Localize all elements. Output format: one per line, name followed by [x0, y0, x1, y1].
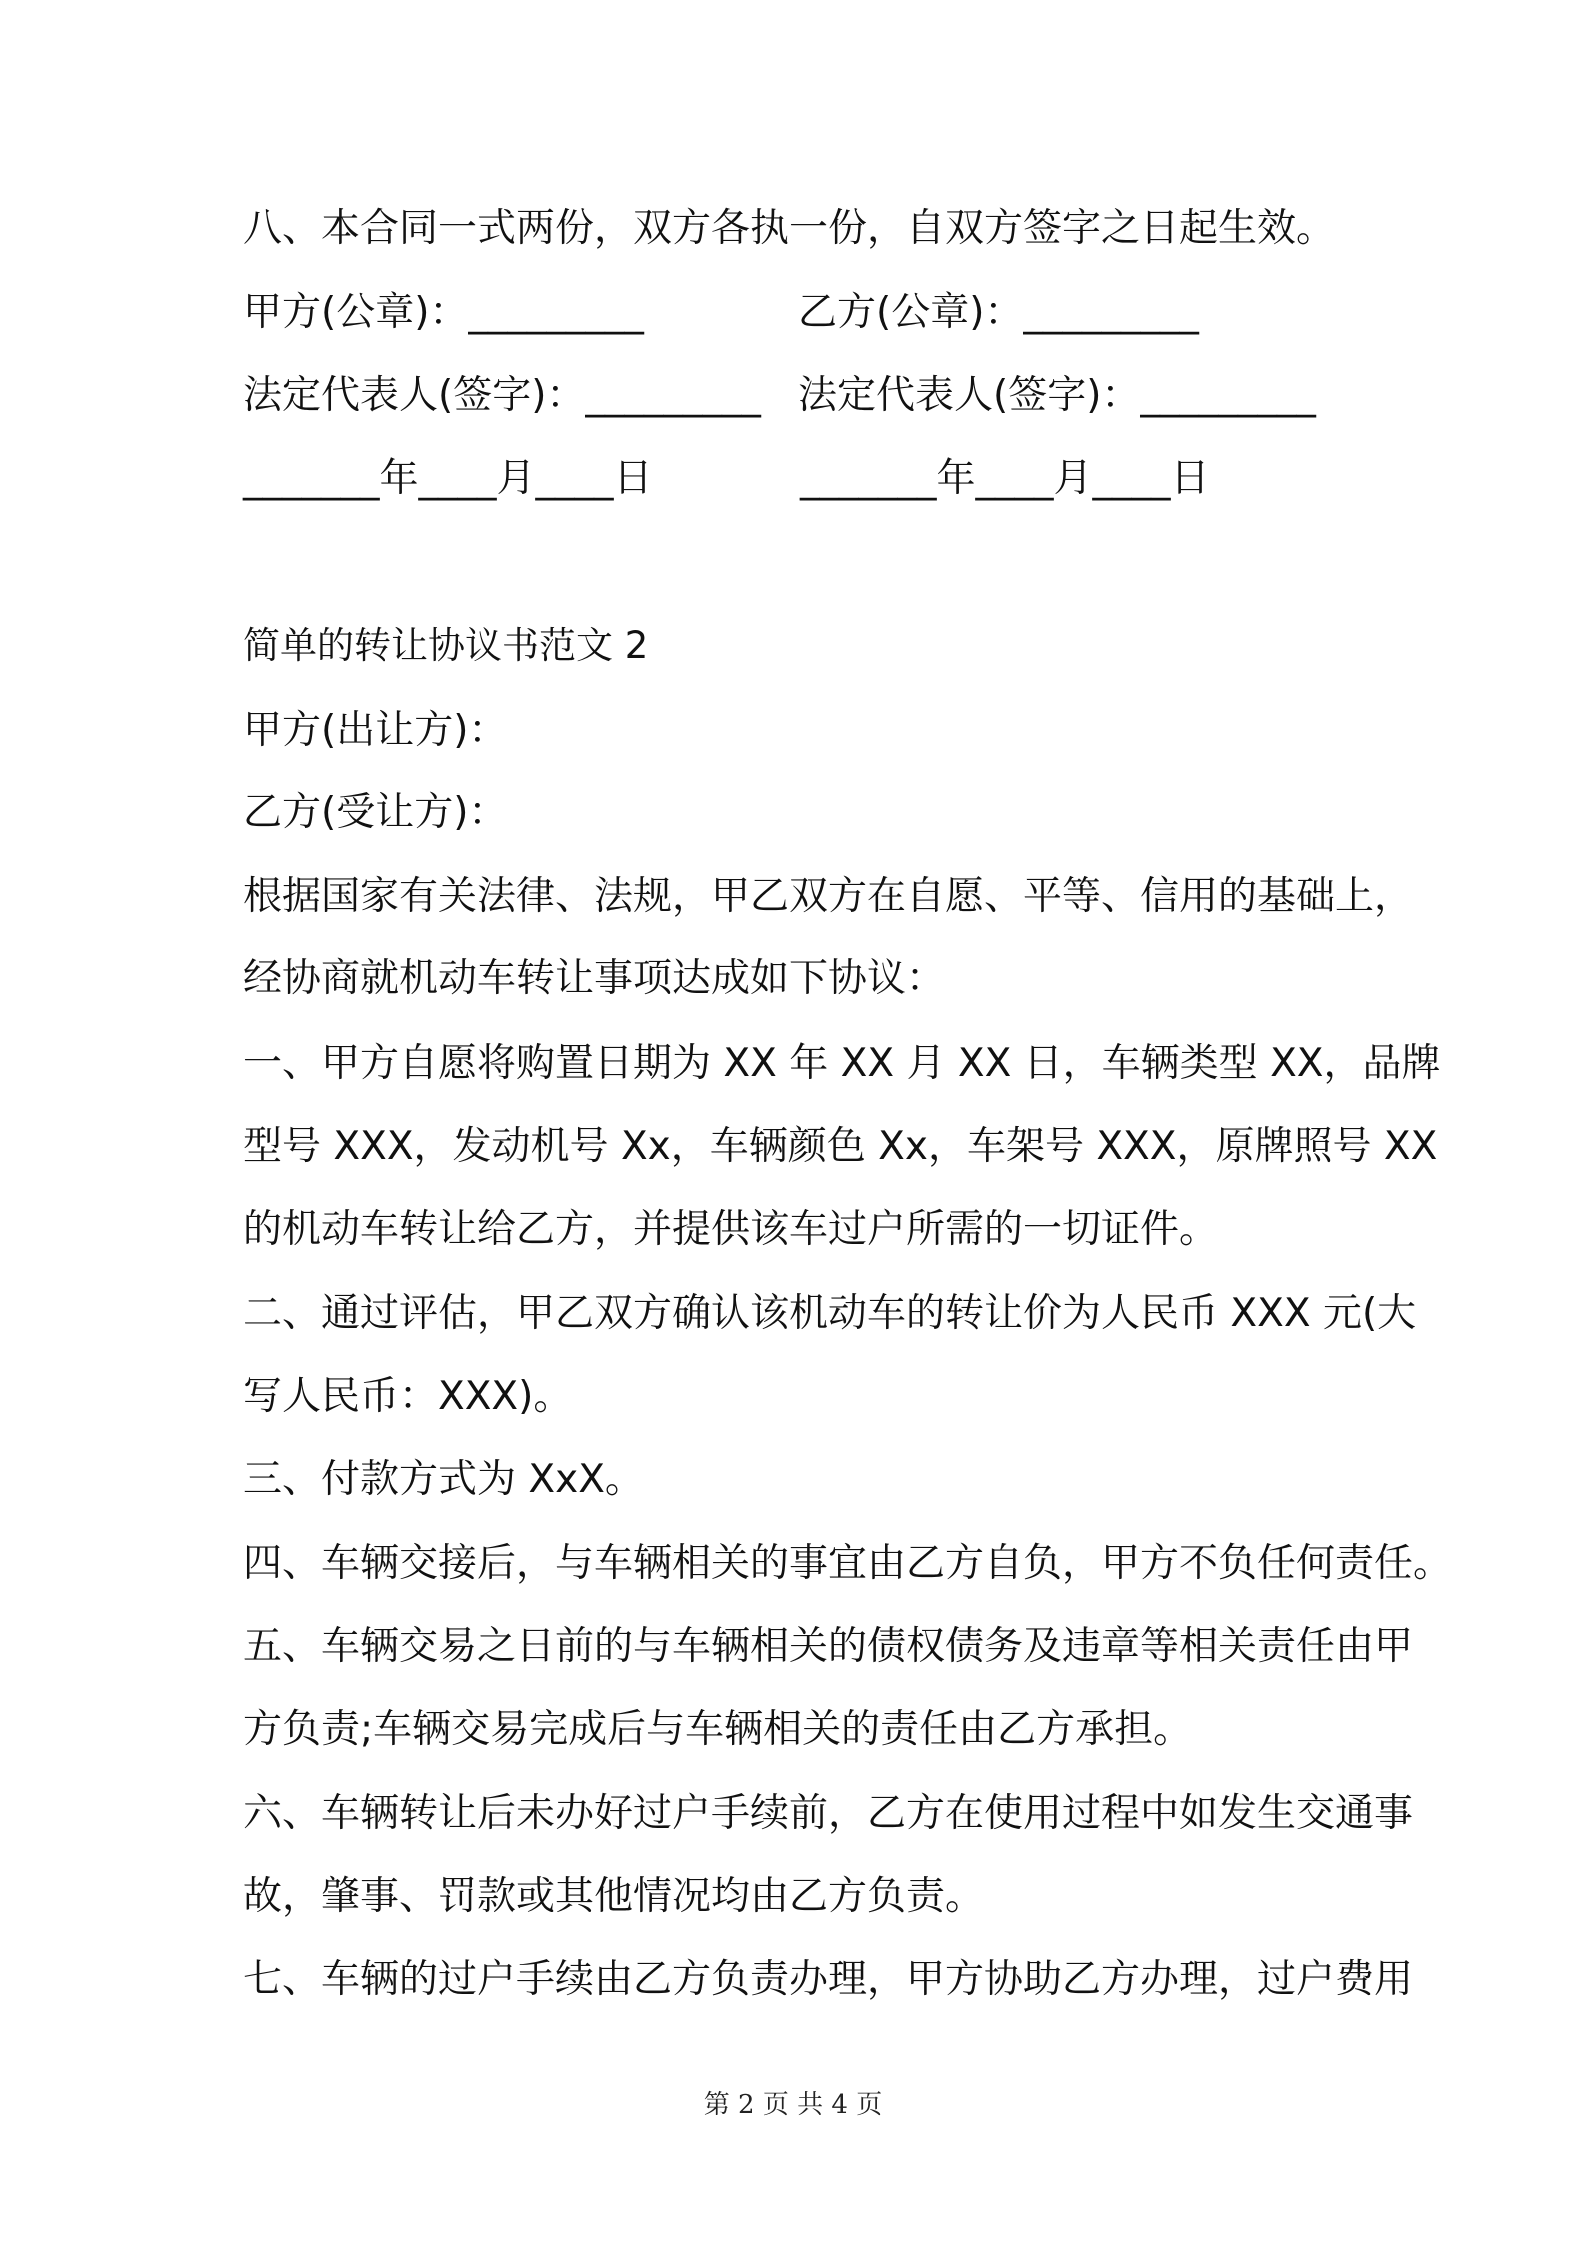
paragraph-line: 七、车辆的过户手续由乙方负责办理，甲方协助乙方办理，过户费用 — [243, 1957, 1414, 2002]
paragraph-line: 四、车辆交接后，与车辆相关的事宜由乙方自负，甲方不负任何责任。 — [243, 1541, 1453, 1586]
paragraph-line: 六、车辆转让后未办好过户手续前，乙方在使用过程中如发生交通事 — [243, 1791, 1414, 1836]
party-b-rep-field: 法定代表人(签字)：_________ — [798, 373, 1316, 418]
party-b-seal-field: 乙方(公章)：_________ — [798, 290, 1199, 335]
party-a-rep-field: 法定代表人(签字)：_________ — [243, 373, 761, 418]
paragraph-line: 二、通过评估，甲乙双方确认该机动车的转让价为人民币 XXX 元(大 — [243, 1291, 1417, 1336]
paragraph-line: 故，肇事、罚款或其他情况均由乙方负责。 — [243, 1874, 985, 1919]
section-title: 简单的转让协议书范文 2 — [243, 624, 649, 667]
party-b-label: 乙方(受让方)： — [243, 790, 508, 835]
paragraph-line: 三、付款方式为 XxX。 — [243, 1457, 644, 1502]
paragraph-line: 五、车辆交易之日前的与车辆相关的债权债务及违章等相关责任由甲 — [243, 1624, 1414, 1669]
party-a-seal-field: 甲方(公章)：_________ — [243, 290, 644, 335]
party-b-date-field: _______年____月____日 — [800, 456, 1210, 501]
clause-8: 八、本合同一式两份，双方各执一份，自双方签字之日起生效。 — [243, 206, 1336, 251]
party-a-date-field: _______年____月____日 — [243, 456, 653, 501]
paragraph-line: 型号 XXX，发动机号 Xx，车辆颜色 Xx，车架号 XXX，原牌照号 XX — [243, 1124, 1438, 1169]
paragraph-line: 的机动车转让给乙方，并提供该车过户所需的一切证件。 — [243, 1207, 1219, 1252]
paragraph-line: 写人民币：XXX)。 — [243, 1374, 573, 1419]
paragraph-line: 一、甲方自愿将购置日期为 XX 年 XX 月 XX 日，车辆类型 XX，品牌 — [243, 1041, 1441, 1086]
party-a-label: 甲方(出让方)： — [243, 708, 508, 753]
paragraph-line: 经协商就机动车转让事项达成如下协议： — [243, 956, 946, 1001]
paragraph-line: 根据国家有关法律、法规，甲乙双方在自愿、平等、信用的基础上， — [243, 874, 1414, 919]
page-number-footer: 第 2 页 共 4 页 — [703, 2090, 883, 2120]
paragraph-line: 方负责;车辆交易完成后与车辆相关的责任由乙方承担。 — [243, 1707, 1193, 1752]
